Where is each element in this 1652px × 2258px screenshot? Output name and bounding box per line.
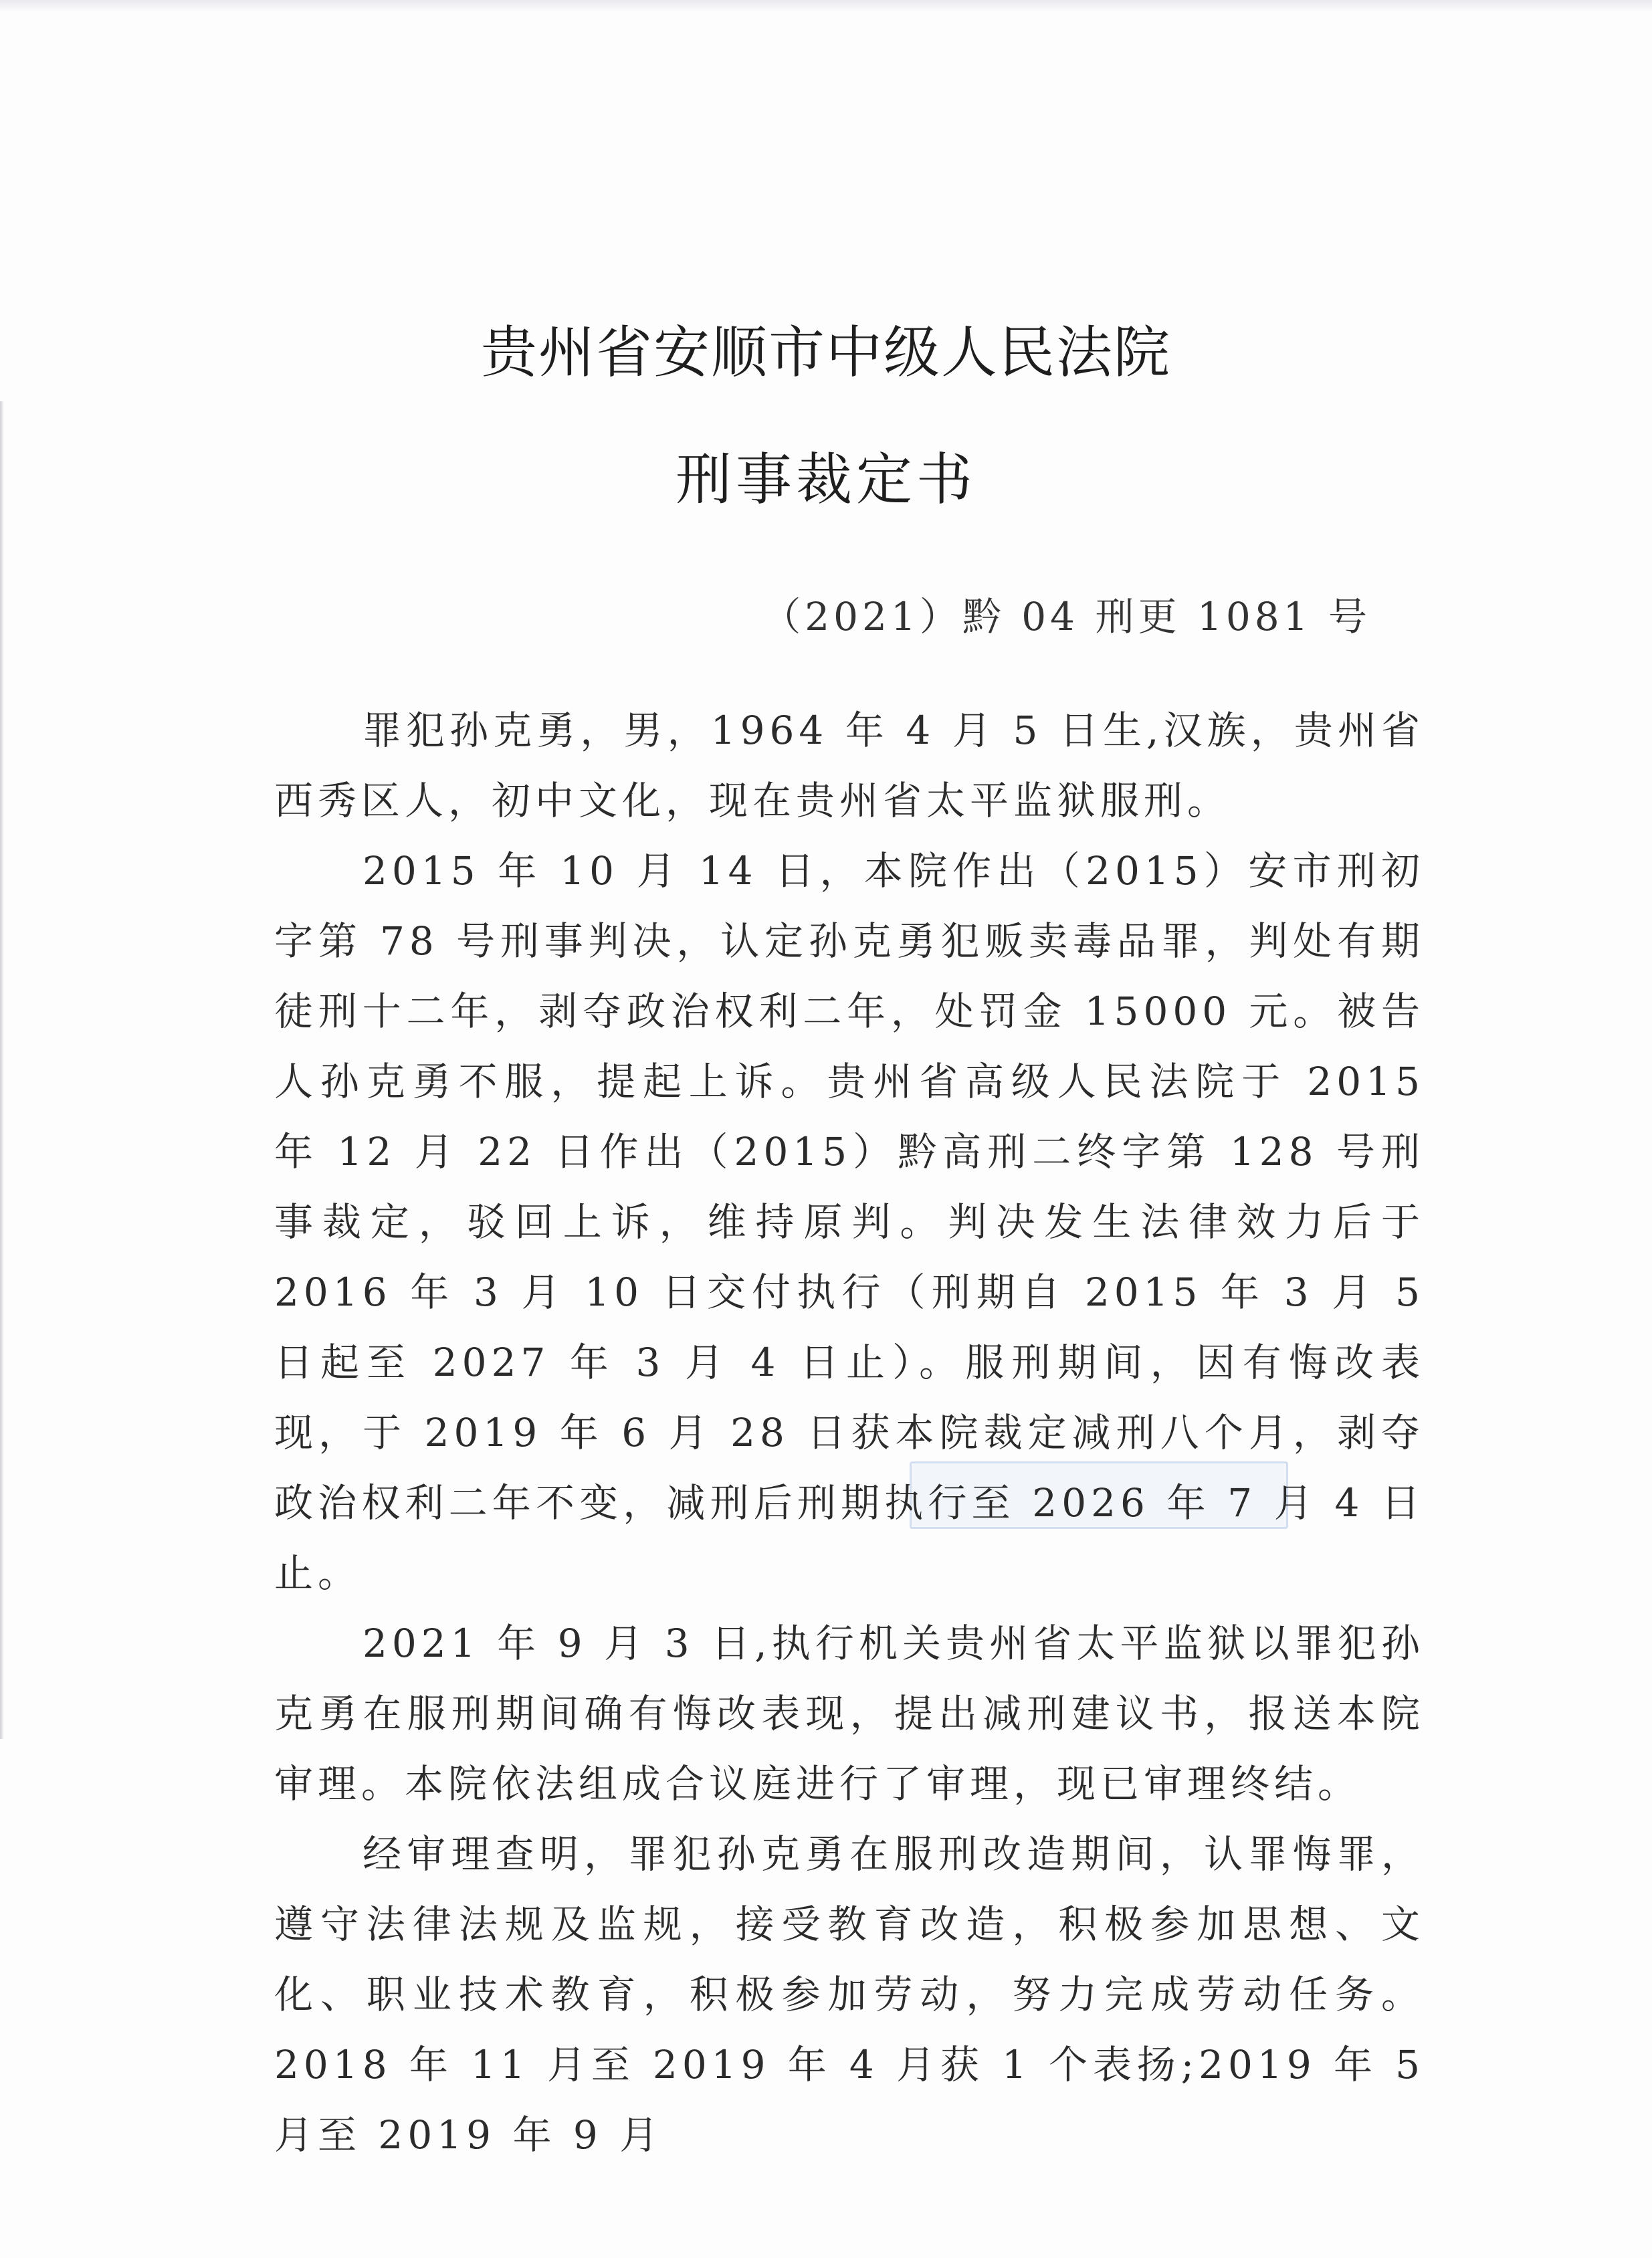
scan-shadow-left — [0, 401, 4, 1739]
court-name: 贵州省安顺市中级人民法院 — [480, 320, 1171, 385]
case-number: （2021）黔 04 刑更 1081 号 — [762, 594, 1371, 639]
document-body — [274, 696, 1425, 2170]
document-title: 刑事裁定书 — [675, 447, 976, 512]
paragraph-defendant-info: 罪犯孙克勇，男，1964 年 4 月 5 日生,汉族，贵州省西秀区人，初中文化，现在贵州省太平监狱服刑。 — [274, 708, 1425, 823]
paragraph-prior-judgment: 2015 年 10 月 14 日，本院作出（2015）安市刑初字第 78 号刑事判决，认定孙克勇犯贩卖毒品罪，判处有期徒刑十二年，剥夺政治权利二年，处罚金 15000 元。被告人孙克勇不服，提起上诉。贵州省高级人民法院于 2015 年 12 月 22 日作出（2015）黔高刑二终字第 128 号刑事裁定，驳回上诉，维持原判。判决发生法律效力后于 2016 年 3 月 10 日交付执行（刑期自 2015 年 3 月 5 日起至 2027 年 3 月 4 日止）。服刑期间，因有悔改表现，于 2019 年 6 月 28 日获本院裁定减刑八个月，剥夺政治权利二年不变，减刑后刑期执行至 2026 年 7 月 4 日止。 — [274, 848, 1425, 1596]
paragraph-findings: 经审理查明，罪犯孙克勇在服刑改造期间，认罪悔罪，遵守法律法规及监规，接受教育改造，积极参加思想、文化、职业技术教育，积极参加劳动，努力完成劳动任务。2018 年 11 月至 2019 年 4 月获 1 个表扬;2019 年 5 月至 2019 年 9 月 — [274, 1831, 1425, 2158]
paragraph-commutation-proposal: 2021 年 9 月 3 日,执行机关贵州省太平监狱以罪犯孙克勇在服刑期间确有悔改表现，提出减刑建议书，报送本院审理。本院依法组成合议庭进行了审理，现已审理终结。 — [274, 1621, 1425, 1807]
scan-shadow-top — [0, 0, 1652, 12]
